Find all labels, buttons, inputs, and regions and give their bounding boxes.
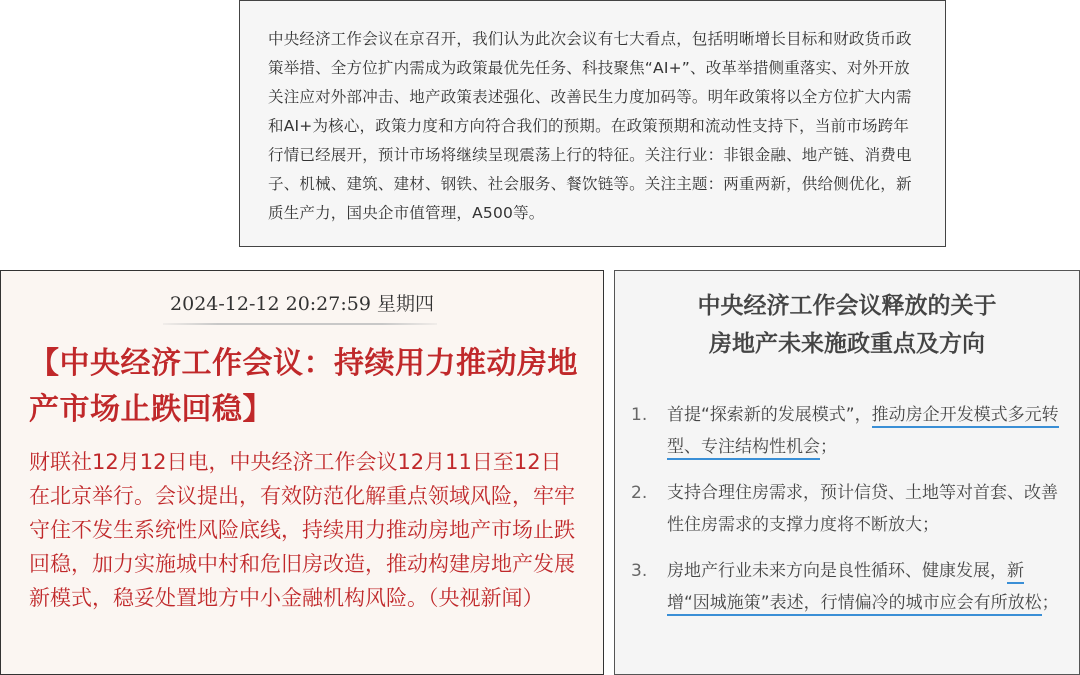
item-number: 1. bbox=[631, 405, 648, 425]
policy-panel bbox=[614, 270, 1080, 675]
item-text: 房地产行业未来方向是良性循环、健康发展， bbox=[667, 561, 1007, 581]
item-tail: ； bbox=[1041, 593, 1059, 613]
item-number: 2. bbox=[631, 483, 648, 503]
item-tail: ； bbox=[820, 437, 837, 457]
list-item bbox=[631, 477, 1061, 541]
policy-title-line-2: 房地产未来施政重点及方向 bbox=[709, 331, 985, 357]
list-item bbox=[631, 555, 1061, 619]
news-panel bbox=[0, 270, 604, 675]
date-divider bbox=[163, 323, 437, 325]
news-headline: 【中央经济工作会议：持续用力推动房地产市场止跌回稳】 bbox=[29, 346, 578, 427]
item-highlight: 推动房企开发模式多元转型、专注结构性机会 bbox=[667, 405, 1059, 460]
item-text: 首提“探索新的发展模式”， bbox=[667, 405, 872, 425]
policy-title-line-1: 中央经济工作会议释放的关于 bbox=[697, 293, 997, 319]
news-body: 财联社12月12日电，中央经济工作会议12月11日至12日在北京举行。会议提出，有效防范化解重点领域风险，牢牢守住不发生系统性风险底线，持续用力推动房地产市场止跌回稳，加力实施城中村和危旧房改造，推动构建房地产发展新模式，稳妥处置地方中小金融机构风险。（央视新闻） bbox=[29, 450, 575, 610]
item-number: 3. bbox=[631, 561, 648, 581]
summary-panel bbox=[239, 0, 946, 247]
policy-list bbox=[631, 399, 1061, 619]
list-item bbox=[631, 399, 1061, 463]
policy-title bbox=[615, 287, 1079, 363]
item-text: 支持合理住房需求，预计信贷、土地等对首套、改善性住房需求的支撑力度将不断放大； bbox=[667, 483, 1058, 535]
summary-text: 中央经济工作会议在京召开，我们认为此次会议有七大看点，包括明晰增长目标和财政货币政策举措、全方位扩内需成为政策最优先任务、科技聚焦“AI+”、改革举措侧重落实、对外开放关注应对外部冲击、地产政策表述强化、改善民生力度加码等。明年政策将以全方位扩大内需和AI+为核心，政策力度和方向符合我们的预期。在政策预期和流动性支持下，当前市场跨年行情已经展开，预计市场将继续呈现震荡上行的特征。关注行业：非银金融、地产链、消费电子、机械、建筑、建材、钢铁、社会服务、餐饮链等。关注主题：两重两新，供给侧优化，新质生产力，国央企市值管理，A500等。 bbox=[268, 30, 912, 222]
news-datetime: 2024-12-12 20:27:59 星期四 bbox=[170, 293, 434, 315]
item-highlight: 新增“因城施策”表述，行情偏冷的城市应会有所放松 bbox=[667, 561, 1042, 616]
